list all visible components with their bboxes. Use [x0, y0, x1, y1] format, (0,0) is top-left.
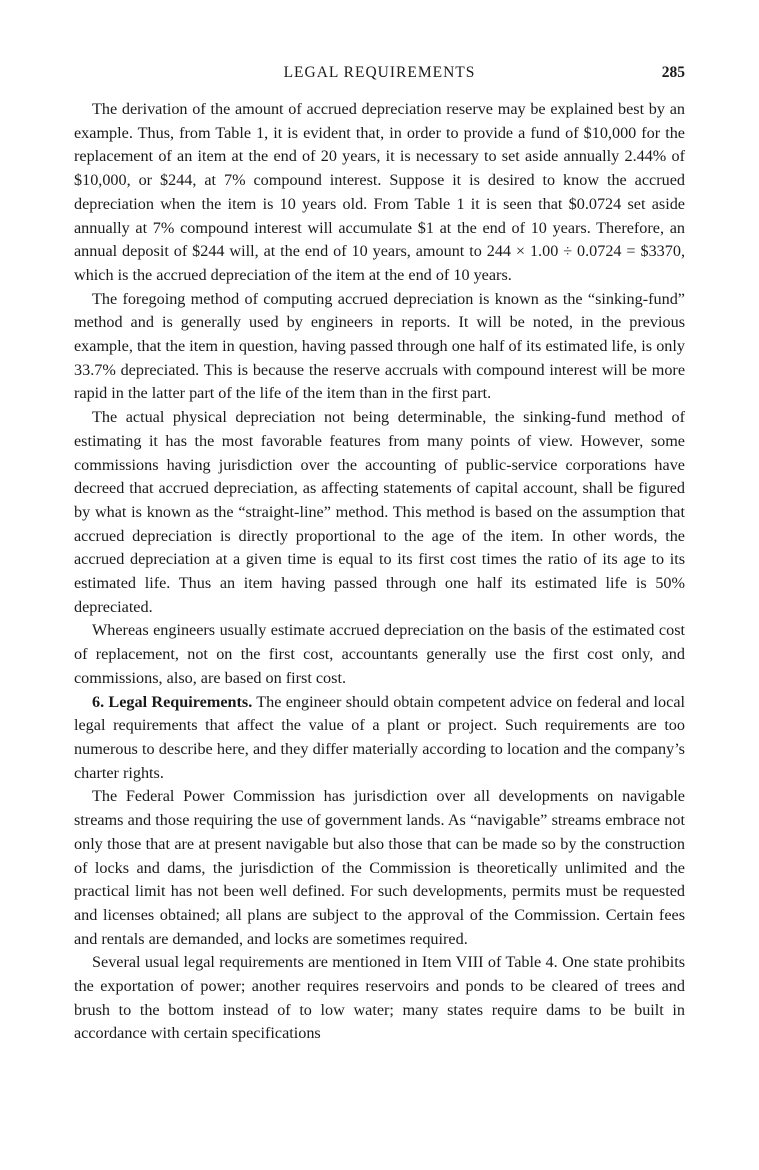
paragraph-text: Several usual legal requirements are mentioned in Item VIII of Table 4. One state prohibits the exportation of power; another requires reservoirs and ponds to be cleared of trees and brush to the bottom instead of to low water; many states require dams to be built in accordance with certain specifications [74, 953, 685, 1043]
paragraph-text: The engineer should obtain competent advice on federal and local legal requirements that affect the value of a plant or project. Such requirements are too numerous to describe here, and they differ materially according to location and the company’s charter rights. [74, 692, 686, 782]
paragraph-usual-legal-requirements [74, 951, 685, 1046]
book-page [74, 64, 685, 1046]
paragraph-straight-line-method [74, 406, 685, 619]
running-title: LEGAL REQUIREMENTS [283, 64, 476, 81]
paragraph-legal-requirements [74, 691, 685, 786]
paragraph-text: The derivation of the amount of accrued depreciation reserve may be explained best by an example. Thus, from Table 1, it is evident that, in order to provide a fund of $10,000 for the replacement of an item at the end of 20 years, it is necessary to set aside annually 2.44% of $10,000, or $244, at 7% compound interest. Suppose it is desired to know the accrued depreciation when the item is 10 years old. From Table 1 it is seen that $0.0724 set aside annually at 7% compound interest will accumulate $1 at the end of 10 years. Therefore, an annual deposit of $244 will, at the end of 10 years, amount to 244 × 1.00 ÷ 0.0724 = $3370, which is the accrued depreciation of the item at the end of 10 years. [74, 100, 685, 284]
paragraph-text: The Federal Power Commission has jurisdiction over all developments on navigable streams and those requiring the use of government lands. As “navigable” streams embrace not only those that are at present navigable but also those that can be made so by the construction of locks and dams, the jurisdiction of the Commission is theoretically unlimited and the practical limit has not been well defined. For such developments, permits must be requested and licenses obtained; all plans are subject to the approval of the Commission. Certain fees and rentals are demanded, and locks are sometimes required. [74, 787, 685, 948]
page-number: 285 [661, 64, 685, 81]
paragraph-federal-power-commission [74, 785, 685, 951]
paragraph-text: Whereas engineers usually estimate accrued depreciation on the basis of the estimated cost of replacement, not on the first cost, accountants generally use the first cost only, and commissions, also, are based on first cost. [74, 621, 685, 687]
paragraph-replacement-vs-first-cost [74, 619, 685, 690]
paragraph-depreciation-example [74, 98, 685, 288]
section-heading: 6. Legal Requirements. [92, 692, 253, 711]
page-header [74, 64, 685, 86]
paragraph-text: The foregoing method of computing accrued depreciation is known as the “sinking-fund” method and is generally used by engineers in reports. It will be noted, in the previous example, that the item in question, having passed through one half of its estimated life, is only 33.7% depreciated. This is because the reserve accruals with compound interest will be more rapid in the latter part of the life of the item than in the first part. [74, 289, 685, 403]
paragraph-sinking-fund-method [74, 288, 685, 407]
body-text [74, 98, 685, 1046]
paragraph-text: The actual physical depreciation not being determinable, the sinking-fund method of estimating it has the most favorable features from many points of view. However, some commissions having jurisdiction over the accounting of public-service corporations have decreed that accrued depreciation, as affecting statements of capital account, shall be figured by what is known as the “straight-line” method. This method is based on the assumption that accrued depreciation is directly proportional to the age of the item. In other words, the accrued depreciation at a given time is equal to its first cost times the ratio of its age to its estimated life. Thus an item having passed through one half its estimated life is 50% depreciated. [74, 408, 685, 616]
